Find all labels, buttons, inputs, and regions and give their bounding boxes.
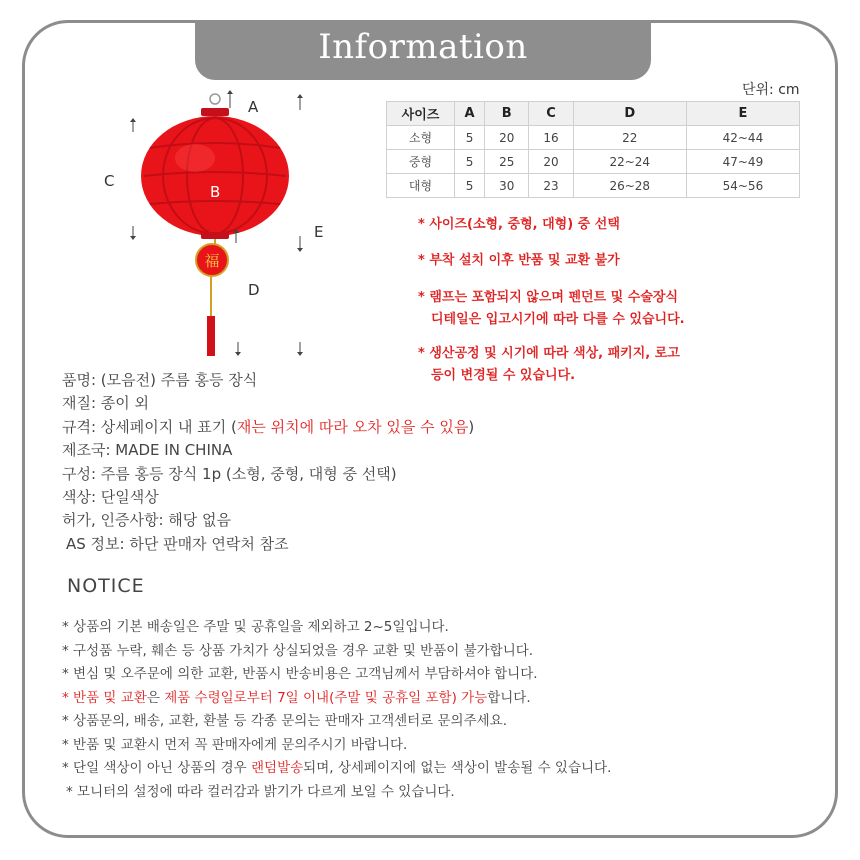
table-row <box>387 174 800 198</box>
page-title: Information <box>195 20 651 80</box>
table-cell: 대형 <box>387 174 455 198</box>
spec-size <box>62 416 474 439</box>
table-cell: 20 <box>529 150 573 174</box>
dimension-label-e: E <box>314 223 324 241</box>
table-cell: 22 <box>573 126 686 150</box>
notice-text: 은 <box>146 689 165 706</box>
notice-item: * 상품의 기본 배송일은 주말 및 공휴일을 제외하고 2~5일입니다. <box>62 619 449 635</box>
dimension-label-b: B <box>210 183 221 201</box>
table-header: 사이즈 <box>387 102 455 126</box>
table-cell: 42~44 <box>686 126 799 150</box>
table-cell: 5 <box>455 150 485 174</box>
notice-red-text: 랜덤발송 <box>251 760 304 776</box>
table-header: C <box>529 102 573 126</box>
notice-item: * 상품문의, 배송, 교환, 환불 등 각종 문의는 판매자 고객센터로 문의주세요. <box>62 713 508 729</box>
table-cell: 23 <box>529 174 573 198</box>
table-header: E <box>686 102 799 126</box>
notice-text: 합니다. <box>487 689 531 706</box>
notice-red-text: 제품 수령일로부터 7일 이내(주말 및 공휴일 포함) 가능 <box>164 689 488 706</box>
pendant-character: 福 <box>204 252 220 270</box>
spec-color: 색상: 단일색상 <box>62 487 159 506</box>
table-cell: 16 <box>529 126 573 150</box>
table-header: D <box>573 102 686 126</box>
lantern-bottom-cap <box>201 232 229 239</box>
notice-text: 되며, 상세페이지에 없는 색상이 발송될 수 있습니다. <box>303 760 612 776</box>
table-cell: 47~49 <box>686 150 799 174</box>
table-cell: 25 <box>485 150 529 174</box>
notice-text: * 단일 색상이 아닌 상품의 경우 <box>62 760 251 776</box>
red-note: * 부착 설치 이후 반품 및 교환 불가 <box>418 253 620 268</box>
table-header: B <box>485 102 529 126</box>
table-cell: 20 <box>485 126 529 150</box>
table-cell: 5 <box>455 174 485 198</box>
spec-size-prefix: 규격: 상세페이지 내 표기 ( <box>62 417 237 436</box>
spec-size-warning: 재는 위치에 따라 오차 있을 수 있음 <box>236 417 469 436</box>
spec-product-name: 품명: (모음전) 주름 홍등 장식 <box>62 371 258 389</box>
red-note-line: * 램프는 포함되지 않으며 펜던트 및 수술장식 <box>418 290 678 305</box>
product-specs <box>62 369 474 556</box>
size-table <box>386 101 800 198</box>
spec-origin: 제조국: MADE IN CHINA <box>62 441 233 460</box>
dimension-label-c: C <box>104 172 115 190</box>
notice-red-text: * 반품 및 교환 <box>62 689 147 706</box>
table-cell: 30 <box>485 174 529 198</box>
table-cell: 5 <box>455 126 485 150</box>
red-note-line: * 생산공정 및 시기에 따라 색상, 패키지, 로고 <box>418 346 680 361</box>
table-cell: 26~28 <box>573 174 686 198</box>
notice-item: * 변심 및 오주문에 의한 교환, 반품시 반송비용은 고객님께서 부담하셔야 합니다. <box>62 666 538 682</box>
notice-item: * 모니터의 설정에 따라 컬러감과 밝기가 다르게 보일 수 있습니다. <box>66 783 455 800</box>
lantern-illustration <box>60 88 380 378</box>
hanging-ring <box>210 94 220 104</box>
table-cell: 중형 <box>387 150 455 174</box>
table-header-row <box>387 102 800 126</box>
dimension-label-a: A <box>248 98 259 116</box>
notice-item <box>62 757 611 781</box>
table-header: A <box>455 102 485 126</box>
red-note-line: 디테일은 입고시기에 따라 다를 수 있습니다. <box>431 312 685 327</box>
table-cell: 22~24 <box>573 150 686 174</box>
notice-item: * 반품 및 교환시 먼저 꼭 판매자에게 문의주시기 바랍니다. <box>62 736 408 753</box>
notice-item <box>62 687 611 711</box>
table-row <box>387 150 800 174</box>
spec-material: 재질: 종이 외 <box>62 394 150 413</box>
notice-list <box>62 616 611 804</box>
spec-size-suffix: ) <box>468 417 475 436</box>
dimension-label-d: D <box>248 281 260 299</box>
table-cell: 54~56 <box>686 174 799 198</box>
table-cell: 소형 <box>387 126 455 150</box>
notice-item: * 구성품 누락, 훼손 등 상품 가치가 상실되었을 경우 교환 및 반품이 불가합니다. <box>62 642 534 659</box>
red-note: * 사이즈(소형, 중형, 대형) 중 선택 <box>418 217 620 232</box>
red-note <box>418 287 685 331</box>
spec-composition: 구성: 주름 홍등 장식 1p (소형, 중형, 대형 중 선택) <box>62 464 397 483</box>
table-row <box>387 126 800 150</box>
lantern-top-cap <box>201 108 229 116</box>
tassel <box>207 316 215 356</box>
red-note-line: 등이 변경될 수 있습니다. <box>431 368 576 383</box>
notice-title: NOTICE <box>67 575 145 597</box>
spec-certification: 허가, 인증사항: 해당 없음 <box>62 511 232 530</box>
lantern-drawing <box>60 88 380 378</box>
spec-as-info: AS 정보: 하단 판매자 연락처 참조 <box>66 534 289 553</box>
unit-label: 단위: cm <box>742 82 800 98</box>
